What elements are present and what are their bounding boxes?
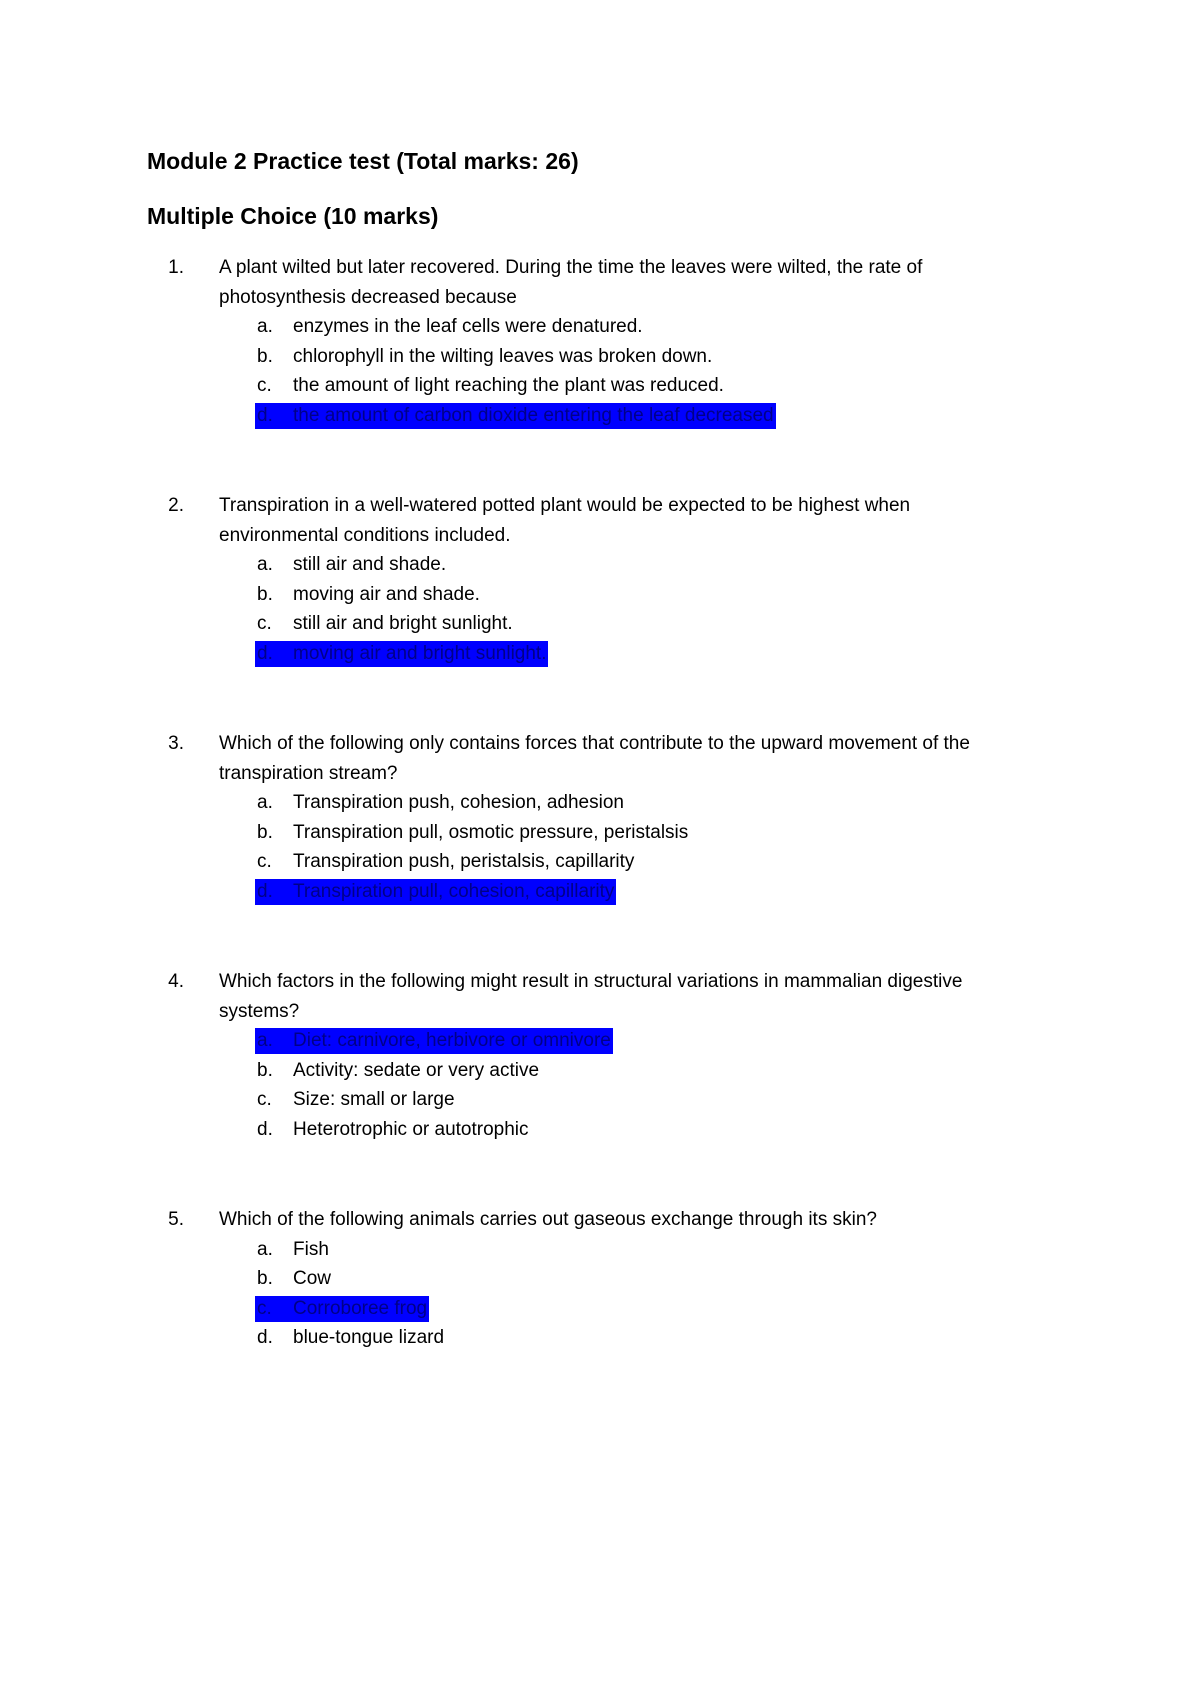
option-c xyxy=(147,371,1047,401)
option-letter: c. xyxy=(257,1297,272,1319)
option-text: Fish xyxy=(293,1238,329,1260)
option-letter: c. xyxy=(257,1089,272,1110)
question-text: Which factors in the following might result in structural variations in mammalian digestive xyxy=(219,971,963,992)
option-letter: d. xyxy=(257,642,273,664)
option-text: Size: small or large xyxy=(293,1089,455,1110)
question-1 xyxy=(147,253,1047,430)
option-letter: c. xyxy=(257,851,272,872)
option-a xyxy=(147,312,1047,342)
answer-highlight xyxy=(255,1028,613,1054)
answer-highlight xyxy=(255,1296,429,1322)
option-b xyxy=(147,342,1047,372)
option-letter: b. xyxy=(257,583,273,605)
question-text: transpiration stream? xyxy=(219,762,398,784)
option-text: Cow xyxy=(293,1268,332,1289)
option-b xyxy=(147,580,1047,610)
option-letter: d. xyxy=(257,1118,273,1140)
option-letter: d. xyxy=(257,880,273,902)
question-text: Which of the following animals carries out gaseous exchange through its skin? xyxy=(219,1209,877,1230)
option-letter: b. xyxy=(257,345,273,367)
question-line xyxy=(147,729,1047,759)
option-text: moving air and shade. xyxy=(293,583,480,605)
question-text: systems? xyxy=(219,1000,300,1022)
option-b xyxy=(147,1264,1047,1294)
option-text: the amount of carbon dioxide entering the leaf decreased xyxy=(293,404,774,426)
question-line xyxy=(147,759,1047,789)
question-text: A plant wilted but later recovered. During the time the leaves were wilted, the rate of xyxy=(219,257,923,278)
question-text: photosynthesis decreased because xyxy=(219,286,517,308)
question-line xyxy=(147,997,1047,1027)
question-line xyxy=(147,1205,1047,1235)
option-b xyxy=(147,818,1047,848)
option-letter: b. xyxy=(257,1059,273,1081)
question-line xyxy=(147,491,1047,521)
question-line xyxy=(147,283,1047,313)
option-d-answer xyxy=(147,639,1047,669)
question-5 xyxy=(147,1205,1047,1353)
option-a xyxy=(147,550,1047,580)
question-line xyxy=(147,253,1047,283)
option-d-answer xyxy=(147,877,1047,907)
option-b xyxy=(147,1056,1047,1086)
option-d-answer xyxy=(147,401,1047,431)
option-text: the amount of light reaching the plant was reduced. xyxy=(293,375,724,396)
question-text: environmental conditions included. xyxy=(219,524,511,546)
option-letter: a. xyxy=(257,792,273,813)
question-number: 5. xyxy=(168,1209,184,1230)
option-text: Corroboree frog xyxy=(293,1297,428,1319)
option-text: chlorophyll in the wilting leaves was broken down. xyxy=(293,345,713,367)
option-text: Diet: carnivore, herbivore or omnivore xyxy=(293,1030,611,1051)
option-letter: a. xyxy=(257,554,273,575)
option-letter: d. xyxy=(257,404,273,426)
option-text: still air and bright sunlight. xyxy=(293,613,513,634)
question-number: 3. xyxy=(168,733,184,754)
option-a-answer xyxy=(147,1026,1047,1056)
option-letter: a. xyxy=(257,316,273,337)
option-text: Heterotrophic or autotrophic xyxy=(293,1118,529,1140)
answer-highlight xyxy=(255,403,776,429)
question-text: Which of the following only contains forces that contribute to the upward movement of the xyxy=(219,733,970,754)
option-text: Transpiration push, peristalsis, capillarity xyxy=(293,851,635,872)
option-text: still air and shade. xyxy=(293,554,447,575)
option-letter: a. xyxy=(257,1030,273,1051)
question-number: 1. xyxy=(168,257,184,278)
option-letter: b. xyxy=(257,821,273,843)
option-letter: b. xyxy=(257,1268,273,1289)
option-letter: d. xyxy=(257,1327,273,1348)
answer-highlight xyxy=(255,641,548,667)
page-title: Module 2 Practice test (Total marks: 26) xyxy=(147,148,579,174)
option-text: Activity: sedate or very active xyxy=(293,1059,540,1081)
section-heading: Multiple Choice (10 marks) xyxy=(147,203,439,229)
question-3 xyxy=(147,729,1047,906)
question-line xyxy=(147,521,1047,551)
question-4 xyxy=(147,967,1047,1144)
option-text: enzymes in the leaf cells were denatured. xyxy=(293,316,643,337)
answer-highlight xyxy=(255,879,616,905)
option-letter: c. xyxy=(257,613,272,634)
option-text: blue-tongue lizard xyxy=(293,1327,445,1348)
question-number: 2. xyxy=(168,495,184,516)
option-c xyxy=(147,1085,1047,1115)
option-d xyxy=(147,1115,1047,1145)
option-d xyxy=(147,1323,1047,1353)
question-2 xyxy=(147,491,1047,668)
option-letter: a. xyxy=(257,1238,273,1260)
option-text: Transpiration push, cohesion, adhesion xyxy=(293,792,624,813)
option-text: Transpiration pull, cohesion, capillarity xyxy=(293,880,615,902)
option-c xyxy=(147,847,1047,877)
option-a xyxy=(147,1235,1047,1265)
option-c xyxy=(147,609,1047,639)
option-text: Transpiration pull, osmotic pressure, peristalsis xyxy=(293,821,689,843)
question-line xyxy=(147,967,1047,997)
option-a xyxy=(147,788,1047,818)
option-letter: c. xyxy=(257,375,272,396)
option-c-answer xyxy=(147,1294,1047,1324)
option-text: moving air and bright sunlight. xyxy=(293,642,547,664)
question-text: Transpiration in a well-watered potted plant would be expected to be highest when xyxy=(219,495,911,516)
question-number: 4. xyxy=(168,971,184,992)
